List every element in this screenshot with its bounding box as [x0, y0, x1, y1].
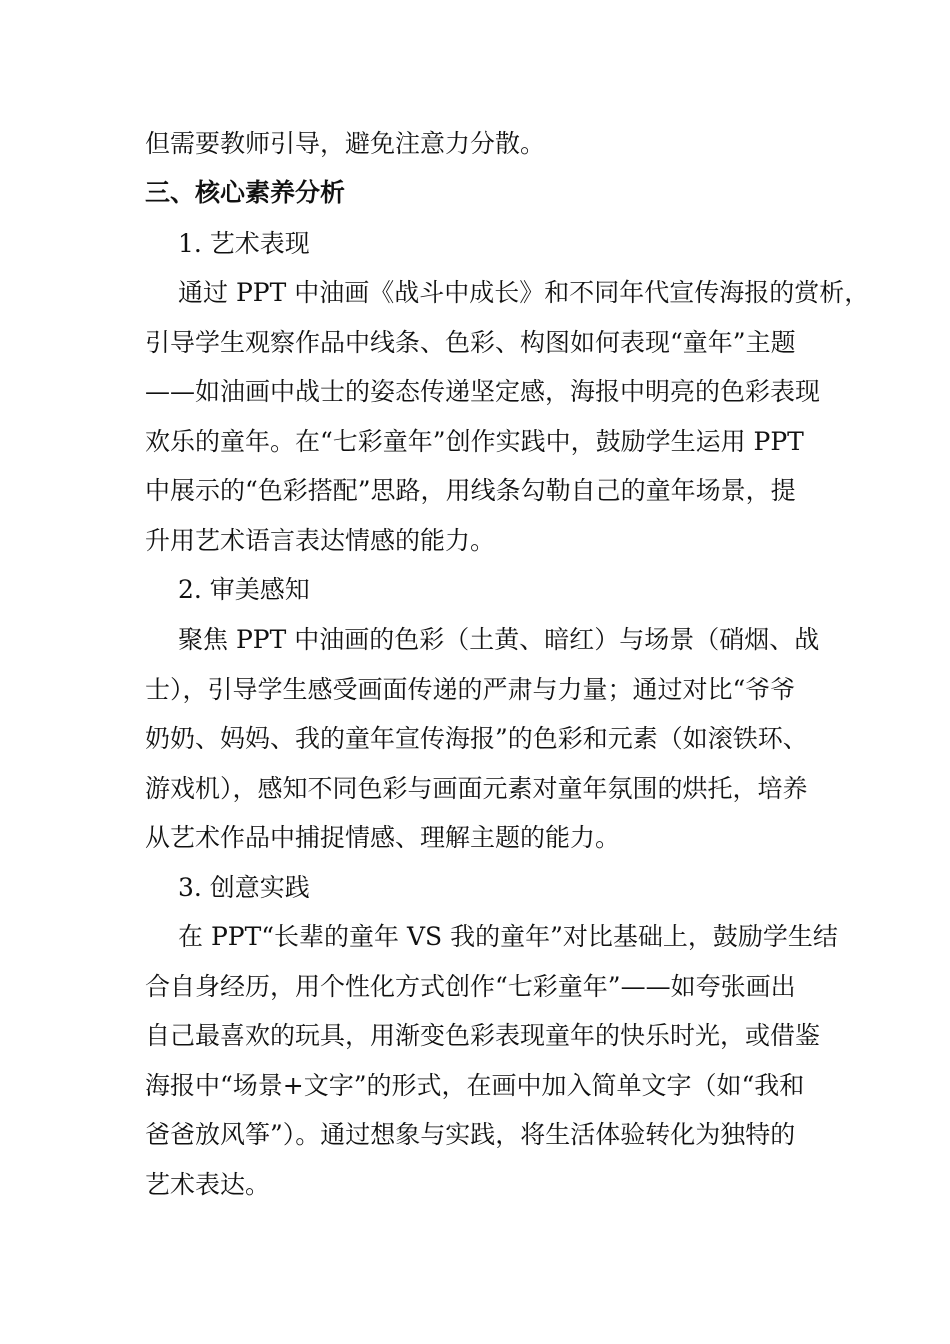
item-title-art-expression: 1. 艺术表现: [178, 229, 310, 258]
paragraph-line: 自己最喜欢的玩具，用渐变色彩表现童年的快乐时光，或借鉴: [145, 1021, 821, 1050]
paragraph-line: 在 PPT“长辈的童年 VS 我的童年”对比基础上，鼓励学生结: [178, 922, 838, 951]
paragraph-line: 聚焦 PPT 中油画的色彩（土黄、暗红）与场景（硝烟、战: [178, 625, 820, 654]
paragraph-line: 通过 PPT 中油画《战斗中成长》和不同年代宣传海报的赏析，: [178, 278, 870, 307]
paragraph-line: ——如油画中战士的姿态传递坚定感，海报中明亮的色彩表现: [145, 377, 821, 406]
paragraph-line: 艺术表达。: [145, 1170, 271, 1199]
paragraph-line: 引导学生观察作品中线条、色彩、构图如何表现“童年”主题: [145, 328, 796, 357]
paragraph-line: 升用艺术语言表达情感的能力。: [145, 526, 496, 555]
paragraph-line: 游戏机），感知不同色彩与画面元素对童年氛围的烘托，培养: [145, 774, 808, 803]
paragraph-line: 欢乐的童年。在“七彩童年”创作实践中，鼓励学生运用 PPT: [145, 427, 804, 456]
paragraph-line: 爸爸放风筝”）。通过想象与实践，将生活体验转化为独特的: [145, 1120, 796, 1149]
paragraph-line: 中展示的“色彩搭配”思路，用线条勾勒自己的童年场景，提: [145, 476, 796, 505]
intro-text-line: 但需要教师引导，避免注意力分散。: [145, 129, 546, 158]
section-heading: 三、核心素养分析: [145, 178, 346, 207]
paragraph-line: 奶奶、妈妈、我的童年宣传海报”的色彩和元素（如滚铁环、: [145, 724, 808, 753]
item-title-creative-practice: 3. 创意实践: [178, 873, 310, 902]
paragraph-line: 合自身经历，用个性化方式创作“七彩童年”——如夸张画出: [145, 972, 796, 1001]
paragraph-line: 海报中“场景+文字”的形式，在画中加入简单文字（如“我和: [145, 1071, 805, 1100]
paragraph-line: 从艺术作品中捕捉情感、理解主题的能力。: [145, 823, 621, 852]
item-title-aesthetic-perception: 2. 审美感知: [178, 575, 310, 604]
paragraph-line: 士），引导学生感受画面传递的严肃与力量；通过对比“爷爷: [145, 675, 796, 704]
